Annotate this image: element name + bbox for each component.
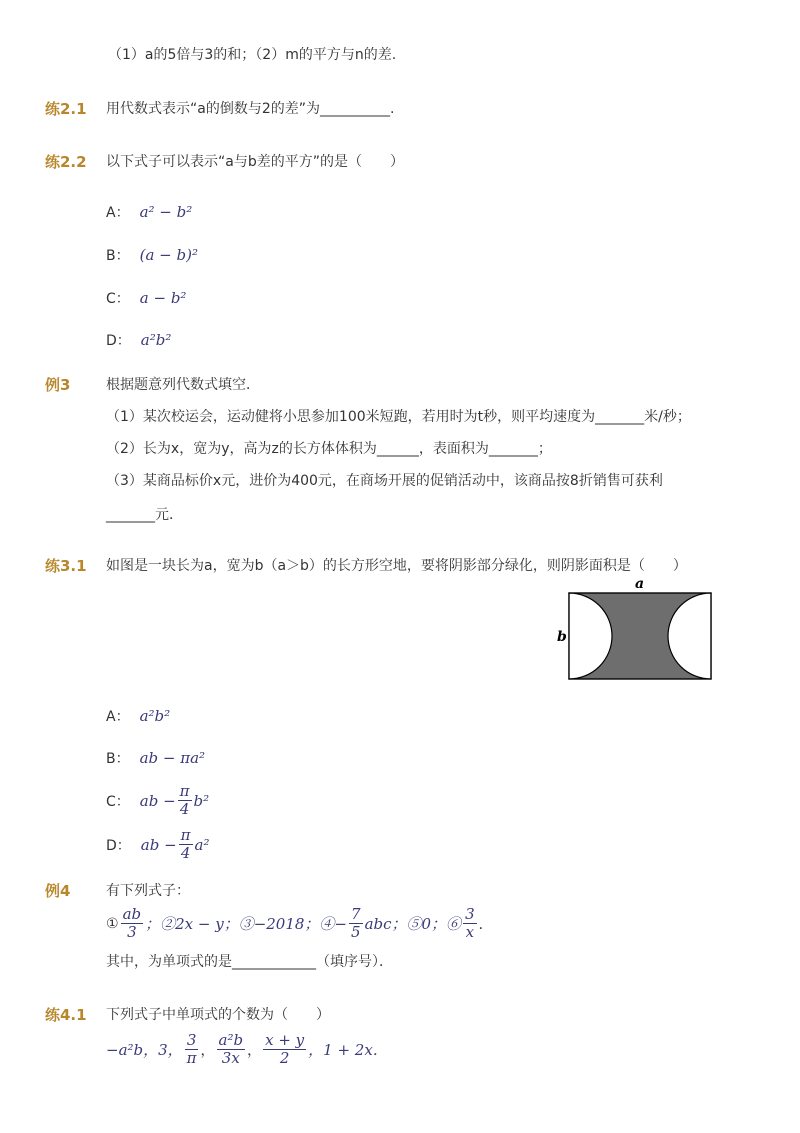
option-key: A： [106,205,130,221]
option-b-3-1 [106,748,205,768]
problem-text-3-1: 如图是一块长为a，宽为b（a＞b）的长方形空地，要将阴影部分绿化，则阴影面积是（ ） [106,558,687,574]
option-key: A： [106,709,130,725]
label-b: b [557,629,567,645]
denominator: 5 [351,923,361,941]
option-expr: a − b² [139,289,187,307]
example-4-tail: 其中，为单项式的是____________（填序号）． [106,954,393,970]
intro-line: （1）a的5倍与3的和；（2）m的平方与n的差. [108,47,397,63]
problem-text-2-1: 用代数式表示“a的倒数与2的差”为__________. [106,101,395,117]
fraction [217,1032,246,1067]
denominator: 4 [180,844,191,862]
problem-label-2-2: 练2.2 [45,153,87,171]
option-key: D： [106,837,131,854]
item-1-mark: ① [106,915,119,932]
example-3-line-2: （2）长为x，宽为y，高为z的长方体体积为______，表面积为_______； [106,441,552,457]
option-expr-post: b² [193,791,210,810]
denominator: 3 [127,923,137,941]
label-a: a [635,576,645,592]
problem-text-4-1: 下列式子中单项式的个数为（ ） [106,1007,330,1023]
option-d-2-2 [106,330,171,350]
option-expr: ab − πa² [139,749,206,767]
example-3-line-1: （1）某次校运会，运动健将小思参加100米短跑，若用时为t秒，则平均速度为_______米/秒； [106,409,691,425]
example-text-4: 有下列式子： [106,883,190,899]
fraction [179,827,193,862]
numerator: a²b [218,1031,244,1049]
option-key: C： [106,291,130,307]
problem-4-1-expressions [106,1032,388,1067]
numerator: π [180,826,191,844]
problem-label-3-1: 练3.1 [45,557,87,575]
separator: ， [200,1042,215,1059]
example-3-line-4: _______元． [106,507,183,523]
option-d-3-1 [106,827,210,862]
option-key: D： [106,333,131,349]
option-expr: a²b² [139,707,171,725]
option-expr: a² − b² [139,203,193,221]
option-c-3-1 [106,783,209,818]
option-expr: (a − b)² [139,246,198,264]
numerator: π [179,782,190,800]
fraction [349,906,363,941]
fraction [263,1032,306,1067]
denominator: x [465,923,475,941]
option-key: C： [106,793,130,810]
problem-text-2-2: 以下式子可以表示“a与b差的平方”的是（ ） [106,154,404,170]
items-2-4: ；②2x − y；③−2018；④− [145,915,348,933]
end-mark: ． [478,916,493,933]
example-label-3: 例3 [45,376,71,394]
option-expr-pre: ab − [140,835,177,854]
example-3-line-3: （3）某商品标价x元，进价为400元，在商场开展的促销活动中，该商品按8折销售可获利 [106,473,663,489]
fraction [463,906,477,941]
option-b-2-2 [106,245,198,265]
option-a-2-2 [106,202,192,222]
numerator: ab [122,905,142,923]
items-4-6: abc；⑤0；⑥ [364,915,462,933]
denominator: 3x [221,1049,240,1067]
problem-label-2-1: 练2.1 [45,100,87,118]
denominator: 4 [179,800,190,818]
numerator: 7 [351,905,361,923]
fraction [178,783,192,818]
separator: ， [247,1042,262,1059]
numerator: x + y [265,1031,305,1049]
option-expr: a²b² [140,331,172,349]
rectangle-figure [555,575,725,689]
option-a-3-1 [106,706,170,726]
option-key: B： [106,751,130,767]
numerator: 3 [465,905,475,923]
option-expr-pre: ab − [139,791,176,810]
fraction [121,906,144,941]
denominator: 2 [279,1049,290,1067]
problem-label-4-1: 练4.1 [45,1006,87,1024]
example-text-3: 根据题意列代数式填空． [106,377,260,393]
option-expr-post: a² [194,835,210,854]
option-key: B： [106,248,130,264]
expr-part-1: −a²b，3， [106,1041,183,1059]
option-c-2-2 [106,288,186,308]
example-label-4: 例4 [45,882,71,900]
expr-part-2: ，1 + 2x． [308,1041,388,1059]
fraction [185,1032,199,1067]
example-4-expressions [106,906,493,941]
numerator: 3 [186,1031,197,1049]
denominator: π [186,1049,197,1067]
